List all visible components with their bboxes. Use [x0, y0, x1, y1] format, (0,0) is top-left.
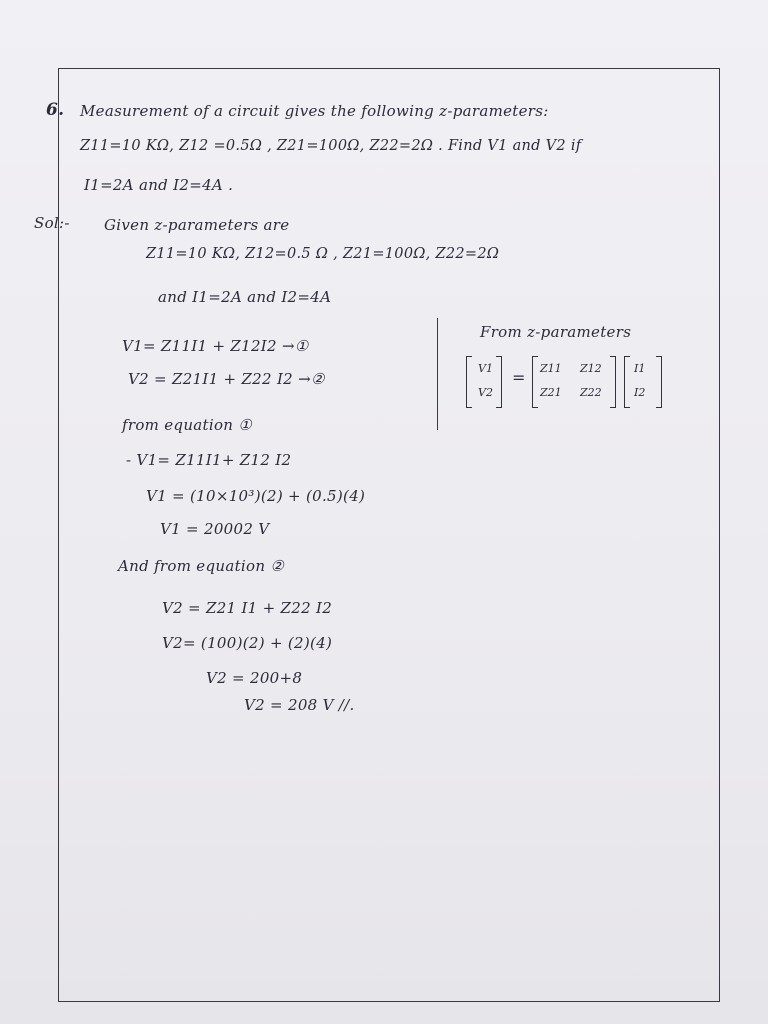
side-note-heading: From z-parameters [480, 323, 632, 341]
matrix-z12: Z12 [580, 362, 602, 375]
matrix-z22: Z22 [580, 386, 602, 399]
z-parameter-matrix-equation [466, 356, 676, 412]
question-line-3: I1=2A and I2=4A . [84, 176, 234, 194]
equation-2: V2 = Z21I1 + Z22 I2 →② [128, 370, 325, 388]
v2-step-1: V2 = Z21 I1 + Z22 I2 [162, 599, 333, 617]
matrix-v1: V1 [478, 362, 493, 375]
right-bracket-i [656, 356, 662, 408]
matrix-i2: I2 [634, 386, 646, 399]
v2-step-3: V2 = 200+8 [206, 669, 303, 687]
matrix-i1: I1 [634, 362, 646, 375]
matrix-v2: V2 [478, 386, 493, 399]
equation-1: V1= Z11I1 + Z12I2 →① [122, 337, 309, 355]
right-bracket-v [496, 356, 502, 408]
left-bracket-i [624, 356, 630, 408]
question-line-1: Measurement of a circuit gives the following z-parameters: [80, 102, 549, 120]
left-bracket-z [532, 356, 538, 408]
v2-result: V2 = 208 V //. [244, 696, 355, 714]
question-line-2: Z11=10 KΩ, Z12 =0.5Ω , Z21=100Ω, Z22=2Ω . Find V1 and V2 if [80, 138, 582, 154]
page-border [58, 68, 720, 1002]
solution-label: Sol:- [34, 214, 70, 232]
given-values: Z11=10 KΩ, Z12=0.5 Ω , Z21=100Ω, Z22=2Ω [146, 246, 500, 262]
from-equation-2: And from equation ② [118, 557, 285, 575]
matrix-equals: = [512, 368, 526, 387]
v2-step-2: V2= (100)(2) + (2)(4) [162, 634, 333, 652]
question-number: 6. [46, 100, 65, 120]
given-heading: Given z-parameters are [104, 216, 290, 234]
given-currents: and I1=2A and I2=4A [158, 288, 332, 306]
matrix-z11: Z11 [540, 362, 562, 375]
divider-line [437, 318, 438, 430]
left-bracket-v [466, 356, 472, 408]
matrix-z21: Z21 [540, 386, 562, 399]
v1-step-1: - V1= Z11I1+ Z12 I2 [126, 451, 292, 469]
right-bracket-z [610, 356, 616, 408]
v1-result: V1 = 20002 V [160, 520, 270, 538]
from-equation-1: from equation ① [122, 416, 253, 434]
v1-step-2: V1 = (10×10³)(2) + (0.5)(4) [146, 487, 366, 505]
